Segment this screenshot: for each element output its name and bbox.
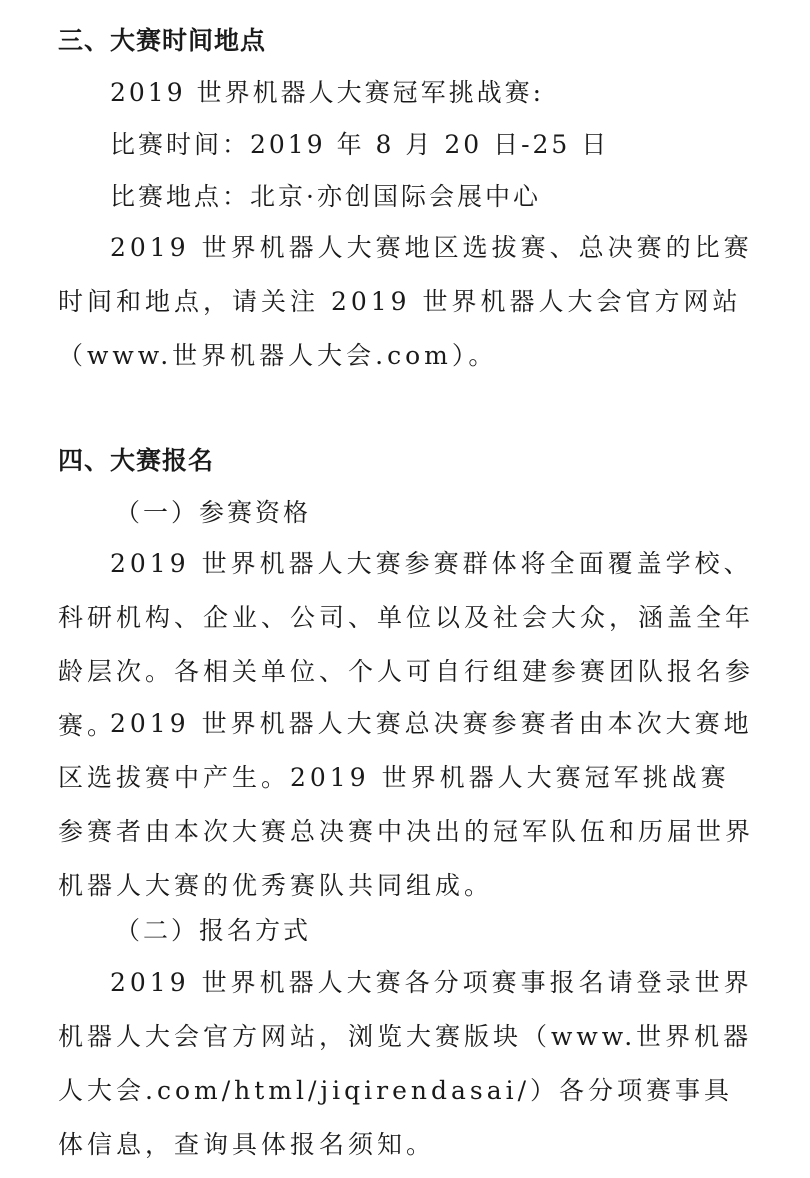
event-time-line: 比赛时间：2019 年 8 月 20 日-25 日 <box>110 130 610 159</box>
subsection-2-paragraph: 2019 世界机器人大赛各分项赛事报名请登录世界机器人大会官方网站，浏览大赛版块（www.世界机器人大会.com/html/jiqirendasai/）各分项赛事具体信息，查询具体报名须知。 <box>58 968 753 1159</box>
event-name-line: 2019 世界机器人大赛冠军挑战赛: <box>110 78 544 107</box>
subsection-2-title: （二）报名方式 <box>115 916 312 945</box>
event-place-line: 比赛地点：北京·亦创国际会展中心 <box>110 182 541 211</box>
subsection-1-title: （一）参赛资格 <box>115 498 312 527</box>
subsection-1-paragraph-2: 2019 世界机器人大赛总决赛参赛者由本次大赛地区选拔赛中产生。2019 世界机器人大赛冠军挑战赛参赛者由本次大赛总决赛中决出的冠军队伍和历届世界机器人大赛的优秀赛队共同组成。 <box>58 709 755 900</box>
section-3-heading: 三、大赛时间地点 <box>58 26 267 55</box>
section-3-paragraph: 2019 世界机器人大赛地区选拔赛、总决赛的比赛时间和地点，请关注 2019 世界机器人大会官方网站（www.世界机器人大会.com）。 <box>58 233 753 370</box>
section-4-heading: 四、大赛报名 <box>58 446 215 475</box>
subsection-1-paragraph-1: 2019 世界机器人大赛参赛群体将全面覆盖学校、科研机构、企业、公司、单位以及社会大众，涵盖全年龄层次。各相关单位、个人可自行组建参赛团队报名参赛。 <box>58 549 755 740</box>
